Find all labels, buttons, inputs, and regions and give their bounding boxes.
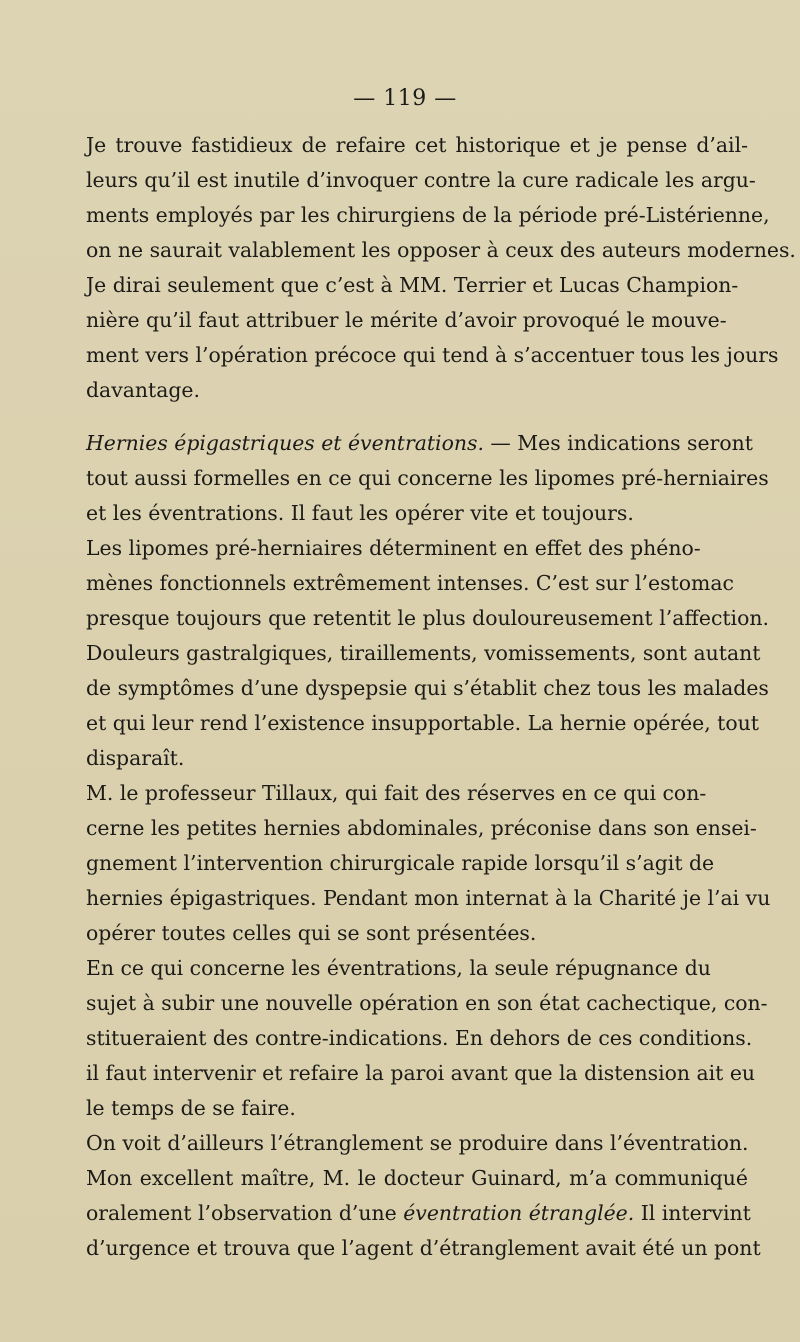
paragraph-5: [62, 776, 771, 951]
paragraph-5-line-1: M. le professeur Tillaux, qui fait des réserves en ce qui con-: [86, 781, 707, 805]
paragraph-6-line-2: sujet à subir une nouvelle opération en son état cachectique, con-: [86, 991, 768, 1015]
paragraph-4: [62, 531, 769, 776]
paragraph-7: [62, 1126, 761, 1266]
italic-phrase: éventration étranglée.: [403, 1201, 635, 1225]
paragraph-1-line-2: leurs qu’il est inutile d’invoquer contre la cure radicale les argu-: [86, 168, 756, 192]
paragraph-1-line-4: on ne saurait valablement les opposer à ceux des auteurs modernes.: [86, 238, 796, 262]
paragraph-7-line-1: On voit d’ailleurs l’étranglement se produire dans l’éventration.: [86, 1131, 749, 1155]
paragraph-6-line-3: stitueraient des contre-indications. En dehors de ces conditions.: [86, 1026, 753, 1050]
paragraph-3: [62, 426, 769, 531]
paragraph-5-line-5: opérer toutes celles qui se sont présentées.: [86, 921, 537, 945]
paragraph-6: [62, 951, 768, 1126]
paragraph-4-line-6: et qui leur rend l’existence insupportable. La hernie opérée, tout: [86, 711, 759, 735]
paragraph-2-line-1: Je dirai seulement que c’est à MM. Terrier et Lucas Champion-: [86, 273, 739, 297]
paragraph-4-line-1: Les lipomes pré-herniaires déterminent en effet des phéno-: [86, 536, 701, 560]
paragraph-6-line-4: il faut intervenir et refaire la paroi avant que la distension ait eu: [86, 1061, 756, 1085]
paragraph-7-line-3: [62, 1196, 751, 1231]
paragraph-7-line-3-start: oralement l’observation d’une: [86, 1201, 404, 1225]
paragraph-3-line-1-text: — Mes indications seront: [483, 431, 753, 455]
paragraph-7-line-2: Mon excellent maître, M. le docteur Guinard, m’a communiqué: [86, 1166, 748, 1190]
paragraph-2-line-4: davantage.: [86, 378, 200, 402]
paragraph-2: [62, 268, 779, 408]
paragraph-6-line-1: En ce qui concerne les éventrations, la seule répugnance du: [86, 956, 711, 980]
page-number: — 119 —: [353, 86, 457, 111]
paragraph-7-line-3-tail: Il intervint: [634, 1201, 751, 1225]
paragraph-2-line-2: nière qu’il faut attribuer le mérite d’avoir provoqué le mouve-: [86, 308, 727, 332]
paragraph-3-line-2: tout aussi formelles en ce qui concerne les lipomes pré-herniaires: [86, 466, 769, 490]
paragraph-4-line-7: disparaît.: [86, 746, 185, 770]
paragraph-1-line-1: Je trouve fastidieux de refaire cet historique et je pense d’ail-: [86, 133, 748, 157]
paragraph-3-line-3: et les éventrations. Il faut les opérer vite et toujours.: [86, 501, 634, 525]
paragraph-3-line-1: [62, 426, 753, 461]
paragraph-5-line-4: hernies épigastriques. Pendant mon internat à la Charité je l’ai vu: [86, 886, 771, 910]
paragraph-1-line-3: ments employés par les chirurgiens de la période pré-Listérienne,: [86, 203, 770, 227]
paragraph-2-line-3: ment vers l’opération précoce qui tend à s’accentuer tous les jours: [86, 343, 779, 367]
paragraph-7-line-4: d’urgence et trouva que l’agent d’étranglement avait été un pont: [86, 1236, 761, 1260]
paragraph-4-line-2: mènes fonctionnels extrêmement intenses. C’est sur l’estomac: [86, 571, 734, 595]
paragraph-4-line-5: de symptômes d’une dyspepsie qui s’établit chez tous les malades: [86, 676, 769, 700]
paragraph-5-line-3: gnement l’intervention chirurgicale rapide lorsqu’il s’agit de: [86, 851, 715, 875]
paragraph-5-line-2: cerne les petites hernies abdominales, préconise dans son ensei-: [86, 816, 757, 840]
section-gap: [62, 408, 748, 426]
section-heading: Hernies épigastriques et éventrations.: [86, 431, 484, 455]
paragraph-1: [62, 128, 796, 268]
paragraph-4-line-3: presque toujours que retentit le plus douloureusement l’affection.: [86, 606, 769, 630]
paragraph-4-line-4: Douleurs gastralgiques, tiraillements, vomissements, sont autant: [86, 641, 761, 665]
paragraph-6-line-5: le temps de se faire.: [86, 1096, 296, 1120]
